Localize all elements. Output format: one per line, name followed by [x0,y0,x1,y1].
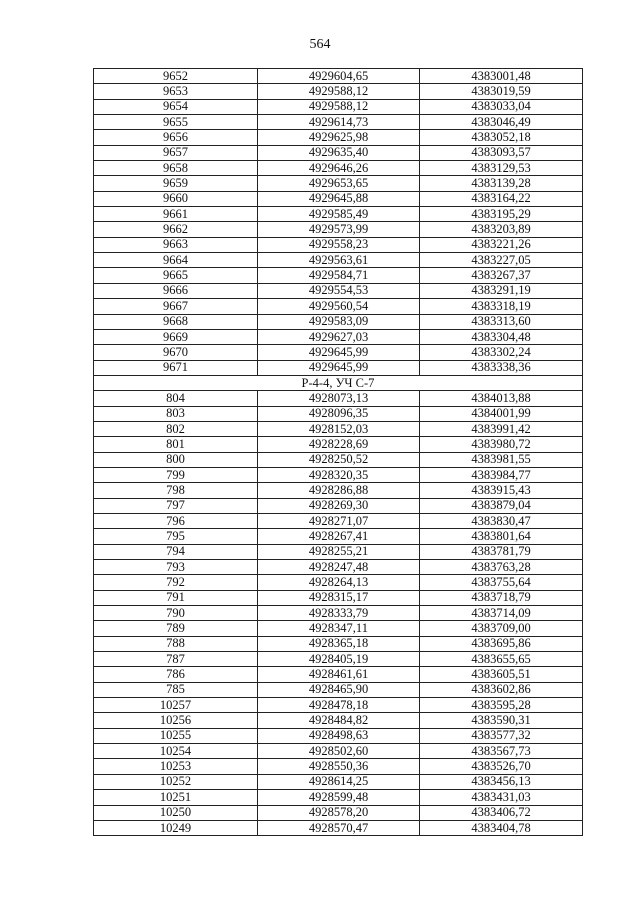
table-row [94,391,583,406]
point-number-cell: 9663 [94,237,258,252]
x-coordinate-cell: 4929635,40 [258,145,420,160]
table-row [94,728,583,743]
y-coordinate-cell: 4383001,48 [420,69,583,84]
point-number-cell: 789 [94,621,258,636]
point-number-cell: 804 [94,391,258,406]
table-row [94,682,583,697]
table-row [94,437,583,452]
x-coordinate-cell: 4929588,12 [258,84,420,99]
section-header-row [94,375,583,390]
x-coordinate-cell: 4929563,61 [258,253,420,268]
y-coordinate-cell: 4383129,53 [420,161,583,176]
table-row [94,253,583,268]
point-number-cell: 10251 [94,790,258,805]
y-coordinate-cell: 4383879,04 [420,498,583,513]
x-coordinate-cell: 4929653,65 [258,176,420,191]
x-coordinate-cell: 4929627,03 [258,329,420,344]
y-coordinate-cell: 4384013,88 [420,391,583,406]
point-number-cell: 9669 [94,329,258,344]
point-number-cell: 9666 [94,283,258,298]
point-number-cell: 9661 [94,207,258,222]
y-coordinate-cell: 4383605,51 [420,667,583,682]
x-coordinate-cell: 4929585,49 [258,207,420,222]
y-coordinate-cell: 4383052,18 [420,130,583,145]
y-coordinate-cell: 4383304,48 [420,329,583,344]
y-coordinate-cell: 4384001,99 [420,406,583,421]
y-coordinate-cell: 4383221,26 [420,237,583,252]
x-coordinate-cell: 4928365,18 [258,636,420,651]
point-number-cell: 9658 [94,161,258,176]
y-coordinate-cell: 4383984,77 [420,467,583,482]
y-coordinate-cell: 4383406,72 [420,805,583,820]
table-row [94,406,583,421]
table-row [94,283,583,298]
y-coordinate-cell: 4383093,57 [420,145,583,160]
table-row [94,69,583,84]
x-coordinate-cell: 4928502,60 [258,744,420,759]
y-coordinate-cell: 4383291,19 [420,283,583,298]
y-coordinate-cell: 4383313,60 [420,314,583,329]
x-coordinate-cell: 4928073,13 [258,391,420,406]
point-number-cell: 9654 [94,99,258,114]
x-coordinate-cell: 4928578,20 [258,805,420,820]
table-row [94,606,583,621]
point-number-cell: 796 [94,513,258,528]
table-row [94,84,583,99]
x-coordinate-cell: 4929614,73 [258,115,420,130]
point-number-cell: 10253 [94,759,258,774]
x-coordinate-cell: 4928478,18 [258,698,420,713]
point-number-cell: 802 [94,421,258,436]
table-row [94,176,583,191]
point-number-cell: 785 [94,682,258,697]
x-coordinate-cell: 4928484,82 [258,713,420,728]
point-number-cell: 10252 [94,774,258,789]
point-number-cell: 10256 [94,713,258,728]
table-row [94,130,583,145]
point-number-cell: 10249 [94,820,258,835]
point-number-cell: 9671 [94,360,258,375]
table-row [94,115,583,130]
x-coordinate-cell: 4928498,63 [258,728,420,743]
x-coordinate-cell: 4928286,88 [258,483,420,498]
y-coordinate-cell: 4383602,86 [420,682,583,697]
x-coordinate-cell: 4928550,36 [258,759,420,774]
point-number-cell: 795 [94,529,258,544]
table-row [94,329,583,344]
x-coordinate-cell: 4929646,26 [258,161,420,176]
y-coordinate-cell: 4383404,78 [420,820,583,835]
y-coordinate-cell: 4383655,65 [420,652,583,667]
y-coordinate-cell: 4383195,29 [420,207,583,222]
x-coordinate-cell: 4928465,90 [258,682,420,697]
table-row [94,544,583,559]
x-coordinate-cell: 4929554,53 [258,283,420,298]
table-row [94,713,583,728]
x-coordinate-cell: 4928570,47 [258,820,420,835]
x-coordinate-cell: 4928250,52 [258,452,420,467]
table-row [94,774,583,789]
table-row [94,820,583,835]
point-number-cell: 10250 [94,805,258,820]
point-number-cell: 9667 [94,299,258,314]
x-coordinate-cell: 4928333,79 [258,606,420,621]
table-row [94,621,583,636]
table-row [94,299,583,314]
x-coordinate-cell: 4928271,07 [258,513,420,528]
y-coordinate-cell: 4383203,89 [420,222,583,237]
point-number-cell: 10254 [94,744,258,759]
section-title: Р-4-4, УЧ С-7 [94,375,583,390]
point-number-cell: 9665 [94,268,258,283]
point-number-cell: 793 [94,560,258,575]
table-row [94,99,583,114]
table-row [94,360,583,375]
x-coordinate-cell: 4928320,35 [258,467,420,482]
x-coordinate-cell: 4929645,88 [258,191,420,206]
table-row [94,652,583,667]
point-number-cell: 799 [94,467,258,482]
coordinates-table [93,68,583,836]
table-row [94,207,583,222]
point-number-cell: 10257 [94,698,258,713]
x-coordinate-cell: 4928152,03 [258,421,420,436]
table-row [94,759,583,774]
y-coordinate-cell: 4383526,70 [420,759,583,774]
x-coordinate-cell: 4929584,71 [258,268,420,283]
table-row [94,145,583,160]
x-coordinate-cell: 4928255,21 [258,544,420,559]
x-coordinate-cell: 4928267,41 [258,529,420,544]
y-coordinate-cell: 4383338,36 [420,360,583,375]
x-coordinate-cell: 4928614,25 [258,774,420,789]
point-number-cell: 9656 [94,130,258,145]
x-coordinate-cell: 4928264,13 [258,575,420,590]
x-coordinate-cell: 4928347,11 [258,621,420,636]
point-number-cell: 9659 [94,176,258,191]
point-number-cell: 801 [94,437,258,452]
y-coordinate-cell: 4383431,03 [420,790,583,805]
y-coordinate-cell: 4383830,47 [420,513,583,528]
y-coordinate-cell: 4383019,59 [420,84,583,99]
point-number-cell: 803 [94,406,258,421]
x-coordinate-cell: 4929645,99 [258,345,420,360]
table-row [94,513,583,528]
point-number-cell: 10255 [94,728,258,743]
y-coordinate-cell: 4383755,64 [420,575,583,590]
x-coordinate-cell: 4929583,09 [258,314,420,329]
x-coordinate-cell: 4929588,12 [258,99,420,114]
point-number-cell: 9660 [94,191,258,206]
point-number-cell: 791 [94,590,258,605]
y-coordinate-cell: 4383718,79 [420,590,583,605]
x-coordinate-cell: 4928096,35 [258,406,420,421]
table-row [94,191,583,206]
point-number-cell: 790 [94,606,258,621]
y-coordinate-cell: 4383227,05 [420,253,583,268]
table-row [94,483,583,498]
point-number-cell: 9655 [94,115,258,130]
coordinates-table-body [94,69,583,836]
y-coordinate-cell: 4383318,19 [420,299,583,314]
table-row [94,345,583,360]
point-number-cell: 794 [94,544,258,559]
page-number: 564 [309,37,331,52]
point-number-cell: 9664 [94,253,258,268]
y-coordinate-cell: 4383590,31 [420,713,583,728]
y-coordinate-cell: 4383033,04 [420,99,583,114]
table-row [94,421,583,436]
table-row [94,636,583,651]
y-coordinate-cell: 4383981,55 [420,452,583,467]
point-number-cell: 798 [94,483,258,498]
table-row [94,467,583,482]
table-row [94,529,583,544]
x-coordinate-cell: 4929645,99 [258,360,420,375]
y-coordinate-cell: 4383164,22 [420,191,583,206]
x-coordinate-cell: 4929625,98 [258,130,420,145]
x-coordinate-cell: 4928461,61 [258,667,420,682]
y-coordinate-cell: 4383595,28 [420,698,583,713]
point-number-cell: 786 [94,667,258,682]
x-coordinate-cell: 4928315,17 [258,590,420,605]
table-row [94,268,583,283]
table-row [94,698,583,713]
table-row [94,590,583,605]
table-row [94,744,583,759]
x-coordinate-cell: 4928228,69 [258,437,420,452]
x-coordinate-cell: 4928599,48 [258,790,420,805]
y-coordinate-cell: 4383709,00 [420,621,583,636]
point-number-cell: 792 [94,575,258,590]
x-coordinate-cell: 4928247,48 [258,560,420,575]
x-coordinate-cell: 4929558,23 [258,237,420,252]
table-row [94,805,583,820]
point-number-cell: 9657 [94,145,258,160]
table-row [94,452,583,467]
y-coordinate-cell: 4383302,24 [420,345,583,360]
y-coordinate-cell: 4383456,13 [420,774,583,789]
x-coordinate-cell: 4929573,99 [258,222,420,237]
y-coordinate-cell: 4383695,86 [420,636,583,651]
y-coordinate-cell: 4383139,28 [420,176,583,191]
point-number-cell: 9670 [94,345,258,360]
table-row [94,237,583,252]
x-coordinate-cell: 4928269,30 [258,498,420,513]
table-row [94,790,583,805]
point-number-cell: 9652 [94,69,258,84]
y-coordinate-cell: 4383714,09 [420,606,583,621]
table-row [94,560,583,575]
table-row [94,498,583,513]
x-coordinate-cell: 4929604,65 [258,69,420,84]
y-coordinate-cell: 4383577,32 [420,728,583,743]
point-number-cell: 787 [94,652,258,667]
point-number-cell: 800 [94,452,258,467]
table-row [94,161,583,176]
point-number-cell: 9668 [94,314,258,329]
y-coordinate-cell: 4383991,42 [420,421,583,436]
x-coordinate-cell: 4929560,54 [258,299,420,314]
x-coordinate-cell: 4928405,19 [258,652,420,667]
y-coordinate-cell: 4383915,43 [420,483,583,498]
table-row [94,222,583,237]
table-row [94,575,583,590]
point-number-cell: 9662 [94,222,258,237]
point-number-cell: 788 [94,636,258,651]
y-coordinate-cell: 4383567,73 [420,744,583,759]
y-coordinate-cell: 4383801,64 [420,529,583,544]
y-coordinate-cell: 4383267,37 [420,268,583,283]
y-coordinate-cell: 4383980,72 [420,437,583,452]
table-row [94,667,583,682]
table-row [94,314,583,329]
y-coordinate-cell: 4383046,49 [420,115,583,130]
y-coordinate-cell: 4383781,79 [420,544,583,559]
point-number-cell: 9653 [94,84,258,99]
y-coordinate-cell: 4383763,28 [420,560,583,575]
point-number-cell: 797 [94,498,258,513]
